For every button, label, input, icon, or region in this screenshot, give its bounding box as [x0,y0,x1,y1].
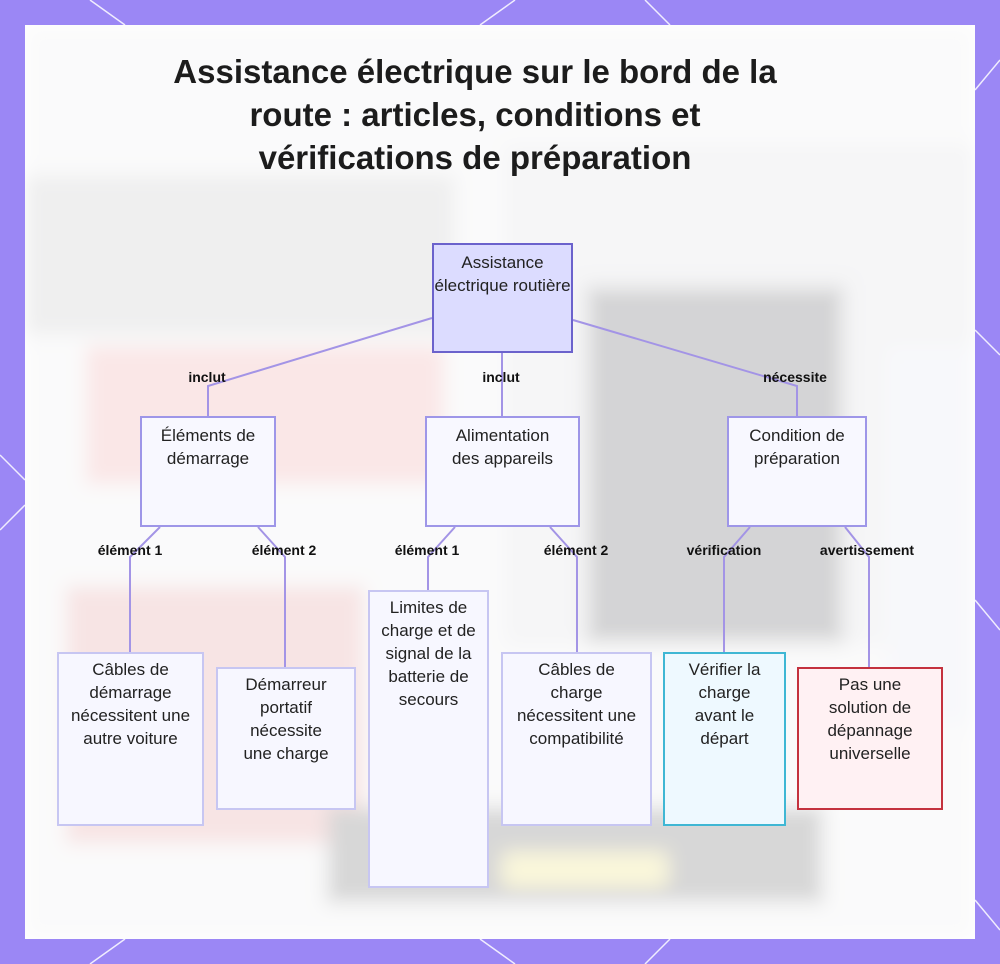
node-power-limits-label: Limites de charge et de signal de la batterie de secours [381,598,476,709]
edge-label-elements-item1: élément 1 [97,542,163,558]
edge-label-elements-item2: élément 2 [251,542,317,558]
node-not-universal-label: Pas une solution de dépannage universelle [827,675,913,763]
node-condition [727,416,867,527]
node-power-label: Alimentation des appareils [451,426,554,468]
edge-label-root-condition: nécessite [763,369,827,385]
diagram-title: Assistance électrique sur le bord de la route : articles, conditions et vérifications de préparation [173,53,777,176]
node-root [432,243,573,353]
node-elements [140,416,276,527]
node-power-limits [368,590,489,888]
node-check-charge [663,652,786,826]
node-jumper-cables-label: Câbles de démarrage nécessitent une autre voiture [70,660,191,748]
edge-power-item1 [428,527,455,590]
edge-label-root-power: inclut [482,369,520,385]
edge-label-power-item1: élément 1 [394,542,460,558]
edge-label-condition-warning: avertissement [819,542,915,558]
node-portable-starter [216,667,356,810]
edge-root-elements [208,318,432,416]
edge-label-power-item2: élément 2 [543,542,609,558]
node-charge-cables-label: Câbles de charge nécessitent une compatibilité [516,660,637,748]
edge-label-root-elements: inclut [188,369,226,385]
node-check-charge-label: Vérifier la charge avant le départ [688,660,761,748]
edge-root-condition [573,320,797,416]
node-root-label: Assistance électrique routière [434,253,571,295]
node-not-universal [797,667,943,810]
node-portable-starter-label: Démarreur portatif nécessite une charge [243,675,329,763]
edge-label-condition-check: vérification [686,542,762,558]
node-power [425,416,580,527]
node-charge-cables [501,652,652,826]
node-condition-label: Condition de préparation [749,426,845,468]
node-jumper-cables [57,652,204,826]
node-elements-label: Éléments de démarrage [160,426,256,468]
